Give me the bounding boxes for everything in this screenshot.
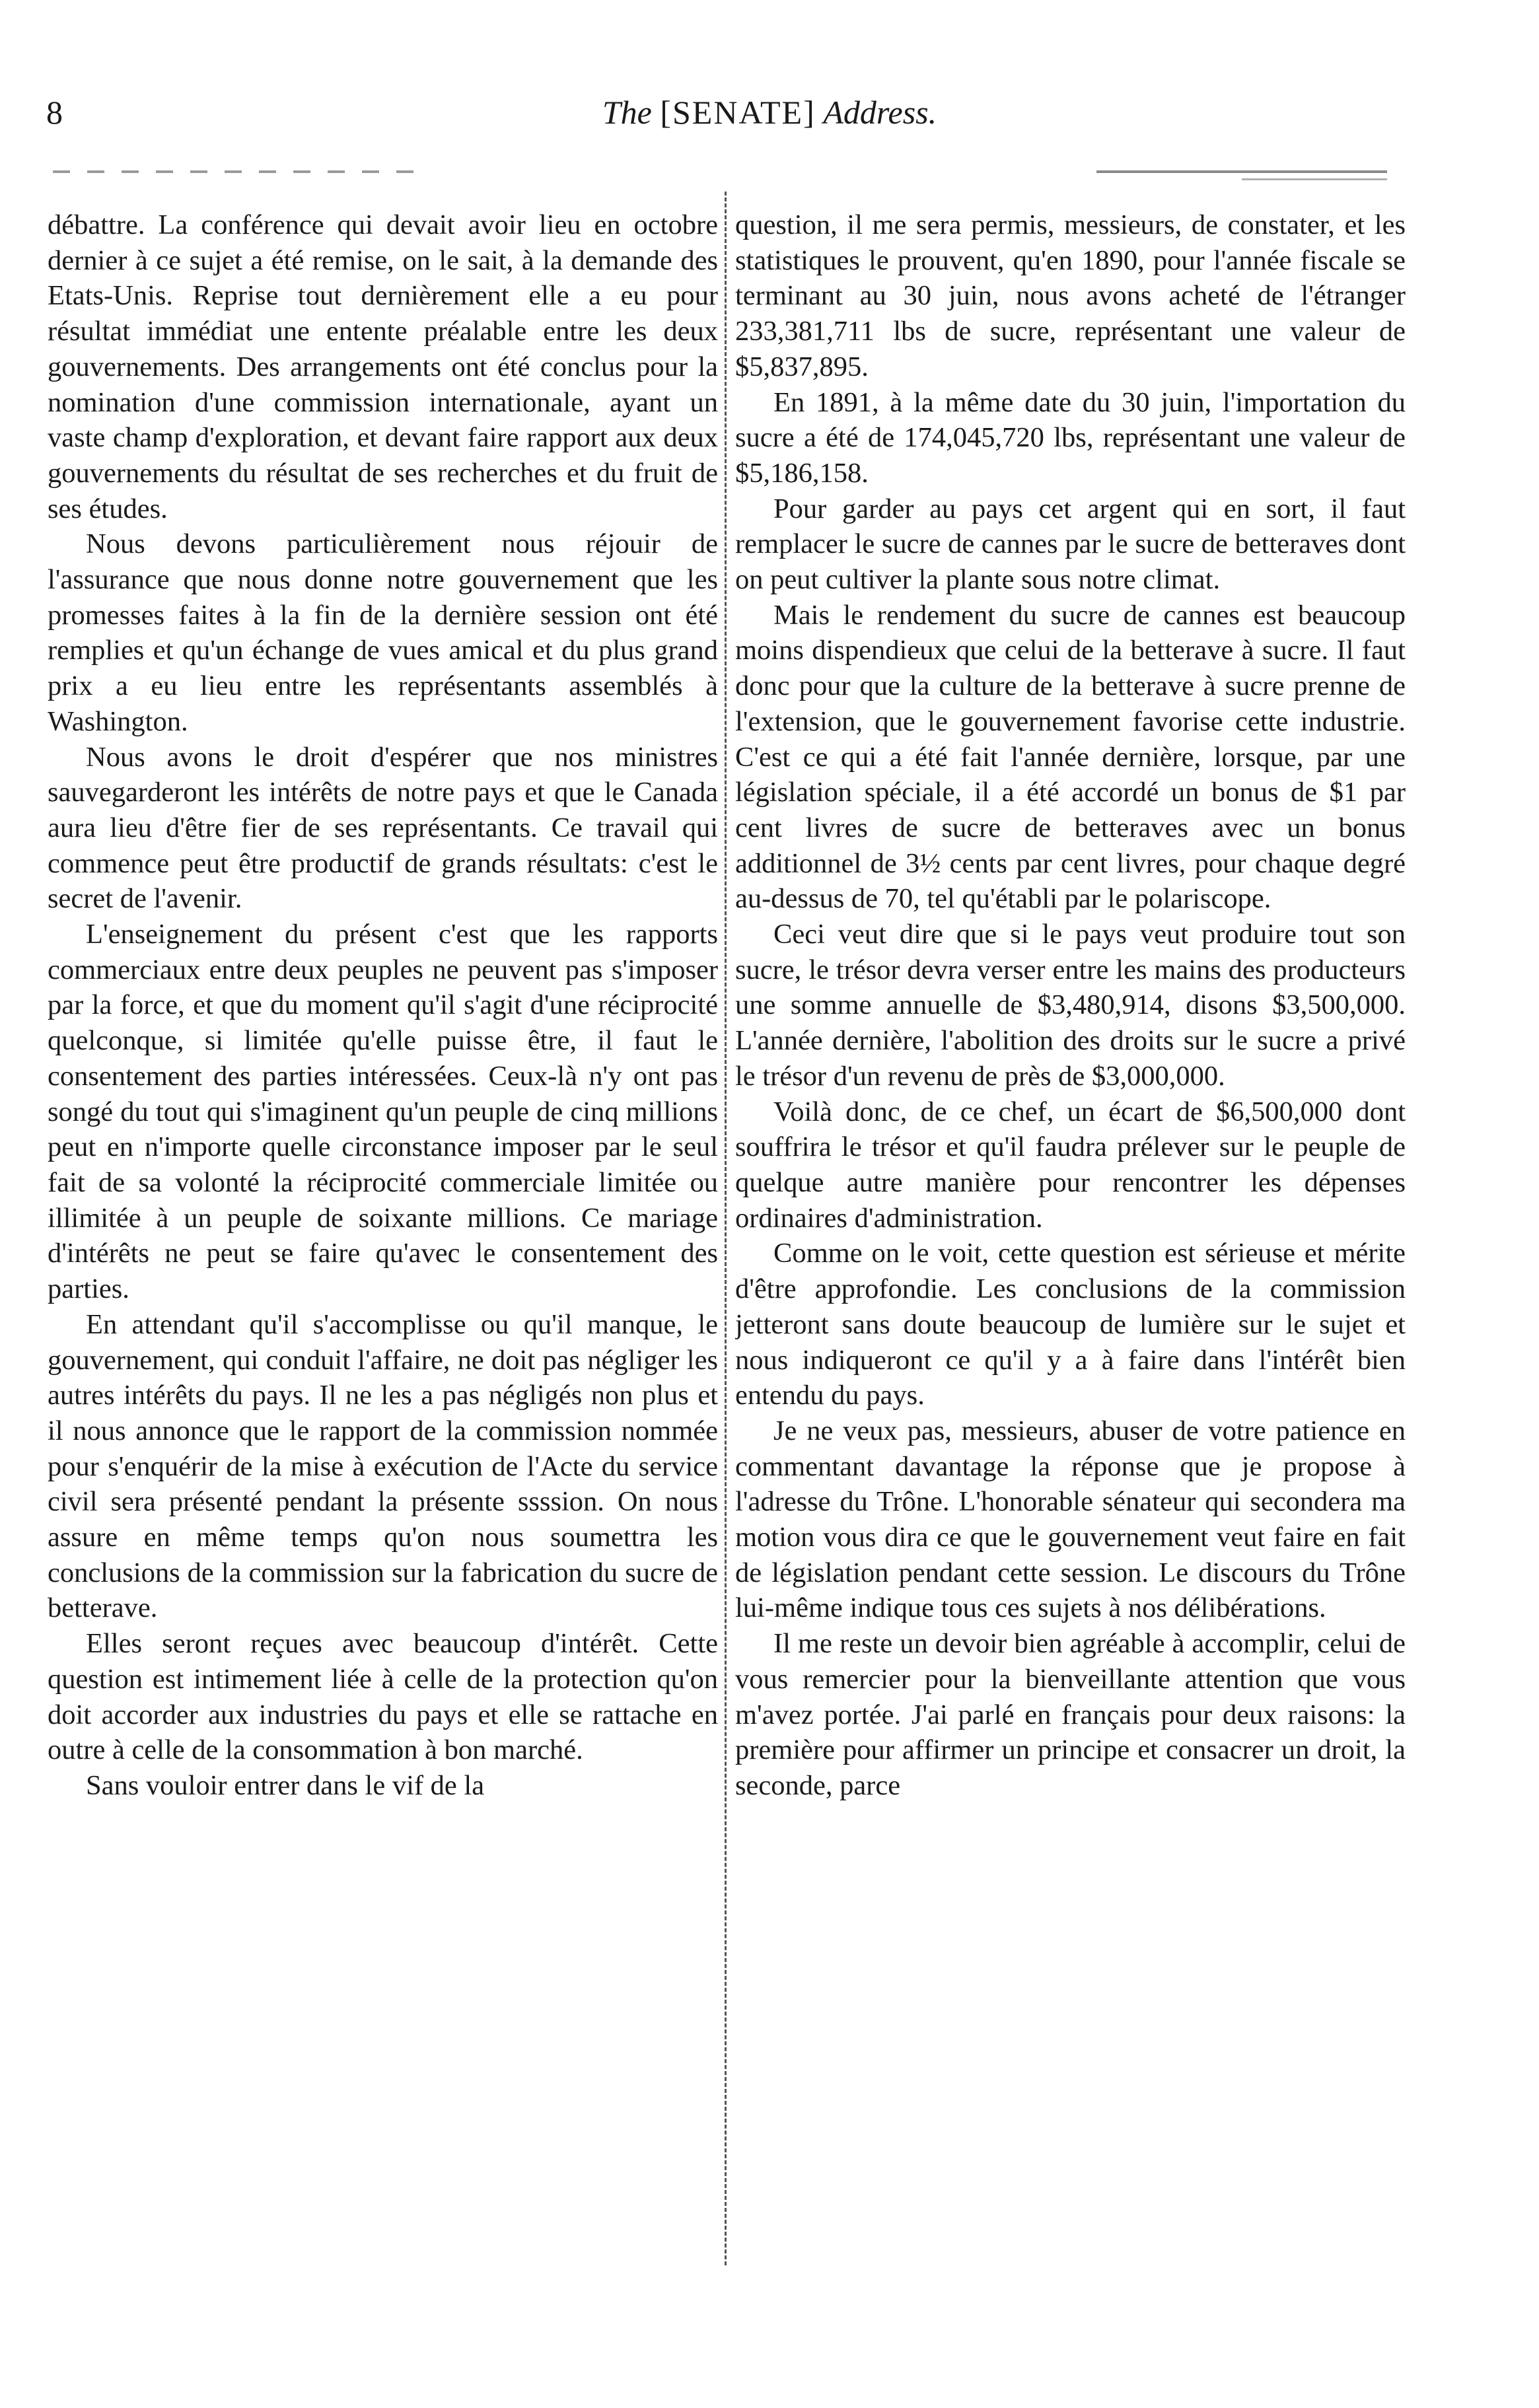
paragraph: En attendant qu'il s'accomplisse ou qu'il manque, le gouvernement, qui conduit l'affaire, ne doit pas négliger les autres intérêts du pays. Il ne les a pas négligés non plus et il nous annonce que le rapport de la commission nommée pour s'enquérir de la mise à exécution de l'Acte du service civil sera présenté pendant la présente ssssion. On nous assure en même temps qu'on nous soumettra les conclusions de la commission sur la fabrication du sucre de betterave. — [48, 1308, 718, 1624]
running-head-suffix: Address. — [823, 94, 937, 131]
left-column — [48, 207, 718, 2268]
running-head-prefix: The — [602, 94, 652, 131]
paragraph: Ceci veut dire que si le pays veut produire tout son sucre, le trésor devra verser entre les mains des producteurs une somme annuelle de $3,480,914, disons $3,500,000. L'année dernière, l'abolition des droits sur le sucre a privé le trésor d'un revenu de près de $3,000,000. — [735, 919, 1406, 1092]
column-divider — [725, 192, 727, 2265]
page-number: 8 — [46, 94, 63, 131]
running-head-senate: [SENATE] — [660, 94, 816, 131]
paragraph: Voilà donc, de ce chef, un écart de $6,500,000 dont souffrira le trésor et qu'il faudra prélever sur le peuple de quelque autre manière pour rencontrer les dépenses ordinaires d'administration. — [735, 1096, 1406, 1234]
paragraph: Mais le rendement du sucre de cannes est beaucoup moins dispendieux que celui de la betterave à sucre. Il faut donc pour que la culture de la betterave à sucre prenne de l'extension, que le gouvernement favorise cette industrie. C'est ce qui a été fait l'année dernière, lorsque, par une législation spéciale, il a été accordé un bonus de $1 par cent livres de sucre de betteraves avec un bonus additionnel de 3½ cents par cent livres, pour chaque degré au-dessus de 70, tel qu'établi par le polariscope. — [735, 599, 1406, 915]
paragraph: Je ne veux pas, messieurs, abuser de votre patience en commentant davantage la réponse que je propose à l'adresse du Trône. L'honorable sénateur qui secondera ma motion vous dira ce que le gouvernement veut faire en fait de législation pendant cette session. Le discours du Trône lui-même indique tous ces sujets à nos délibérations. — [735, 1415, 1406, 1624]
header-rule-right-lower — [1242, 178, 1387, 186]
paragraph: Pour garder au pays cet argent qui en sort, il faut remplacer le sucre de cannes par le sucre de betteraves dont on peut cultiver la plante sous notre climat. — [735, 493, 1406, 596]
paragraph: Elles seront reçues avec beaucoup d'intérêt. Cette question est intimement liée à celle de la protection qu'on doit accorder aux industries du pays et elle se rattache en outre à celle de la consommation à bon marché. — [48, 1628, 718, 1766]
paragraph: L'enseignement du présent c'est que les rapports commerciaux entre deux peuples ne peuvent pas s'imposer par la force, et que du moment qu'il s'agit d'une réciprocité quelconque, si limitée qu'elle puisse être, il faut le consentement des parties intéressées. Ceux-là n'y ont pas songé du tout qui s'imaginent qu'un peuple de cinq millions peut en n'importe quelle circonstance imposer par le seul fait de sa volonté la réciprocité commerciale limitée ou illimitée à un peuple de soixante millions. Ce mariage d'intérêts ne peut se faire qu'avec le consentement des parties. — [48, 919, 718, 1305]
paragraph: débattre. La conférence qui devait avoir lieu en octobre dernier à ce sujet a été remise, on le sait, à la demande des Etats-Unis. Reprise tout dernièrement elle a eu pour résultat immédiat une entente préalable entre les deux gouvernements. Des arrangements ont été conclus pour la nomination d'une commission internationale, ayant un vaste champ d'exploration, et devant faire rapport aux deux gouvernements du résultat de ses recherches et du fruit de ses études. — [48, 209, 718, 524]
paragraph: Comme on le voit, cette question est sérieuse et mérite d'être approfondie. Les conclusions de la commission jetteront sans doute beaucoup de lumière sur le sujet et nous indiqueront ce qu'il y a à faire dans l'intérêt bien entendu du pays. — [735, 1238, 1406, 1411]
page-header — [0, 0, 1539, 159]
header-rule-left — [53, 170, 423, 173]
paragraph: Il me reste un devoir bien agréable à accomplir, celui de vous remercier pour la bienveillante attention que vous m'avez portée. J'ai parlé en français pour deux raisons: la première pour affirmer un principe et consacrer un droit, la seconde, parce — [735, 1628, 1406, 1801]
right-column — [735, 207, 1406, 2268]
header-rule-right — [1096, 170, 1387, 178]
paragraph: Sans vouloir entrer dans le vif de la — [86, 1769, 485, 1801]
paragraph: question, il me sera permis, messieurs, de constater, et les statistiques le prouvent, qu'en 1890, pour l'année fiscale se terminant au 30 juin, nous avons acheté de l'étranger 233,381,711 lbs de sucre, représentant une valeur de $5,837,895. — [735, 209, 1406, 382]
running-head — [0, 92, 1539, 132]
paragraph: Nous devons particulièrement nous réjouir de l'assurance que nous donne notre gouvernement que les promesses faites à la fin de la dernière session ont été remplies et qu'un échange de vues amical et du plus grand prix a eu lieu entre les représentants assemblés à Washington. — [48, 528, 718, 737]
paragraph: En 1891, à la même date du 30 juin, l'importation du sucre a été de 174,045,720 lbs, représentant une valeur de $5,186,158. — [735, 386, 1406, 489]
paragraph: Nous avons le droit d'espérer que nos ministres sauvegarderont les intérêts de notre pays et que le Canada aura lieu d'être fier de ses représentants. Ce travail qui commence peut être productif de grands résultats: c'est le secret de l'avenir. — [48, 741, 718, 915]
